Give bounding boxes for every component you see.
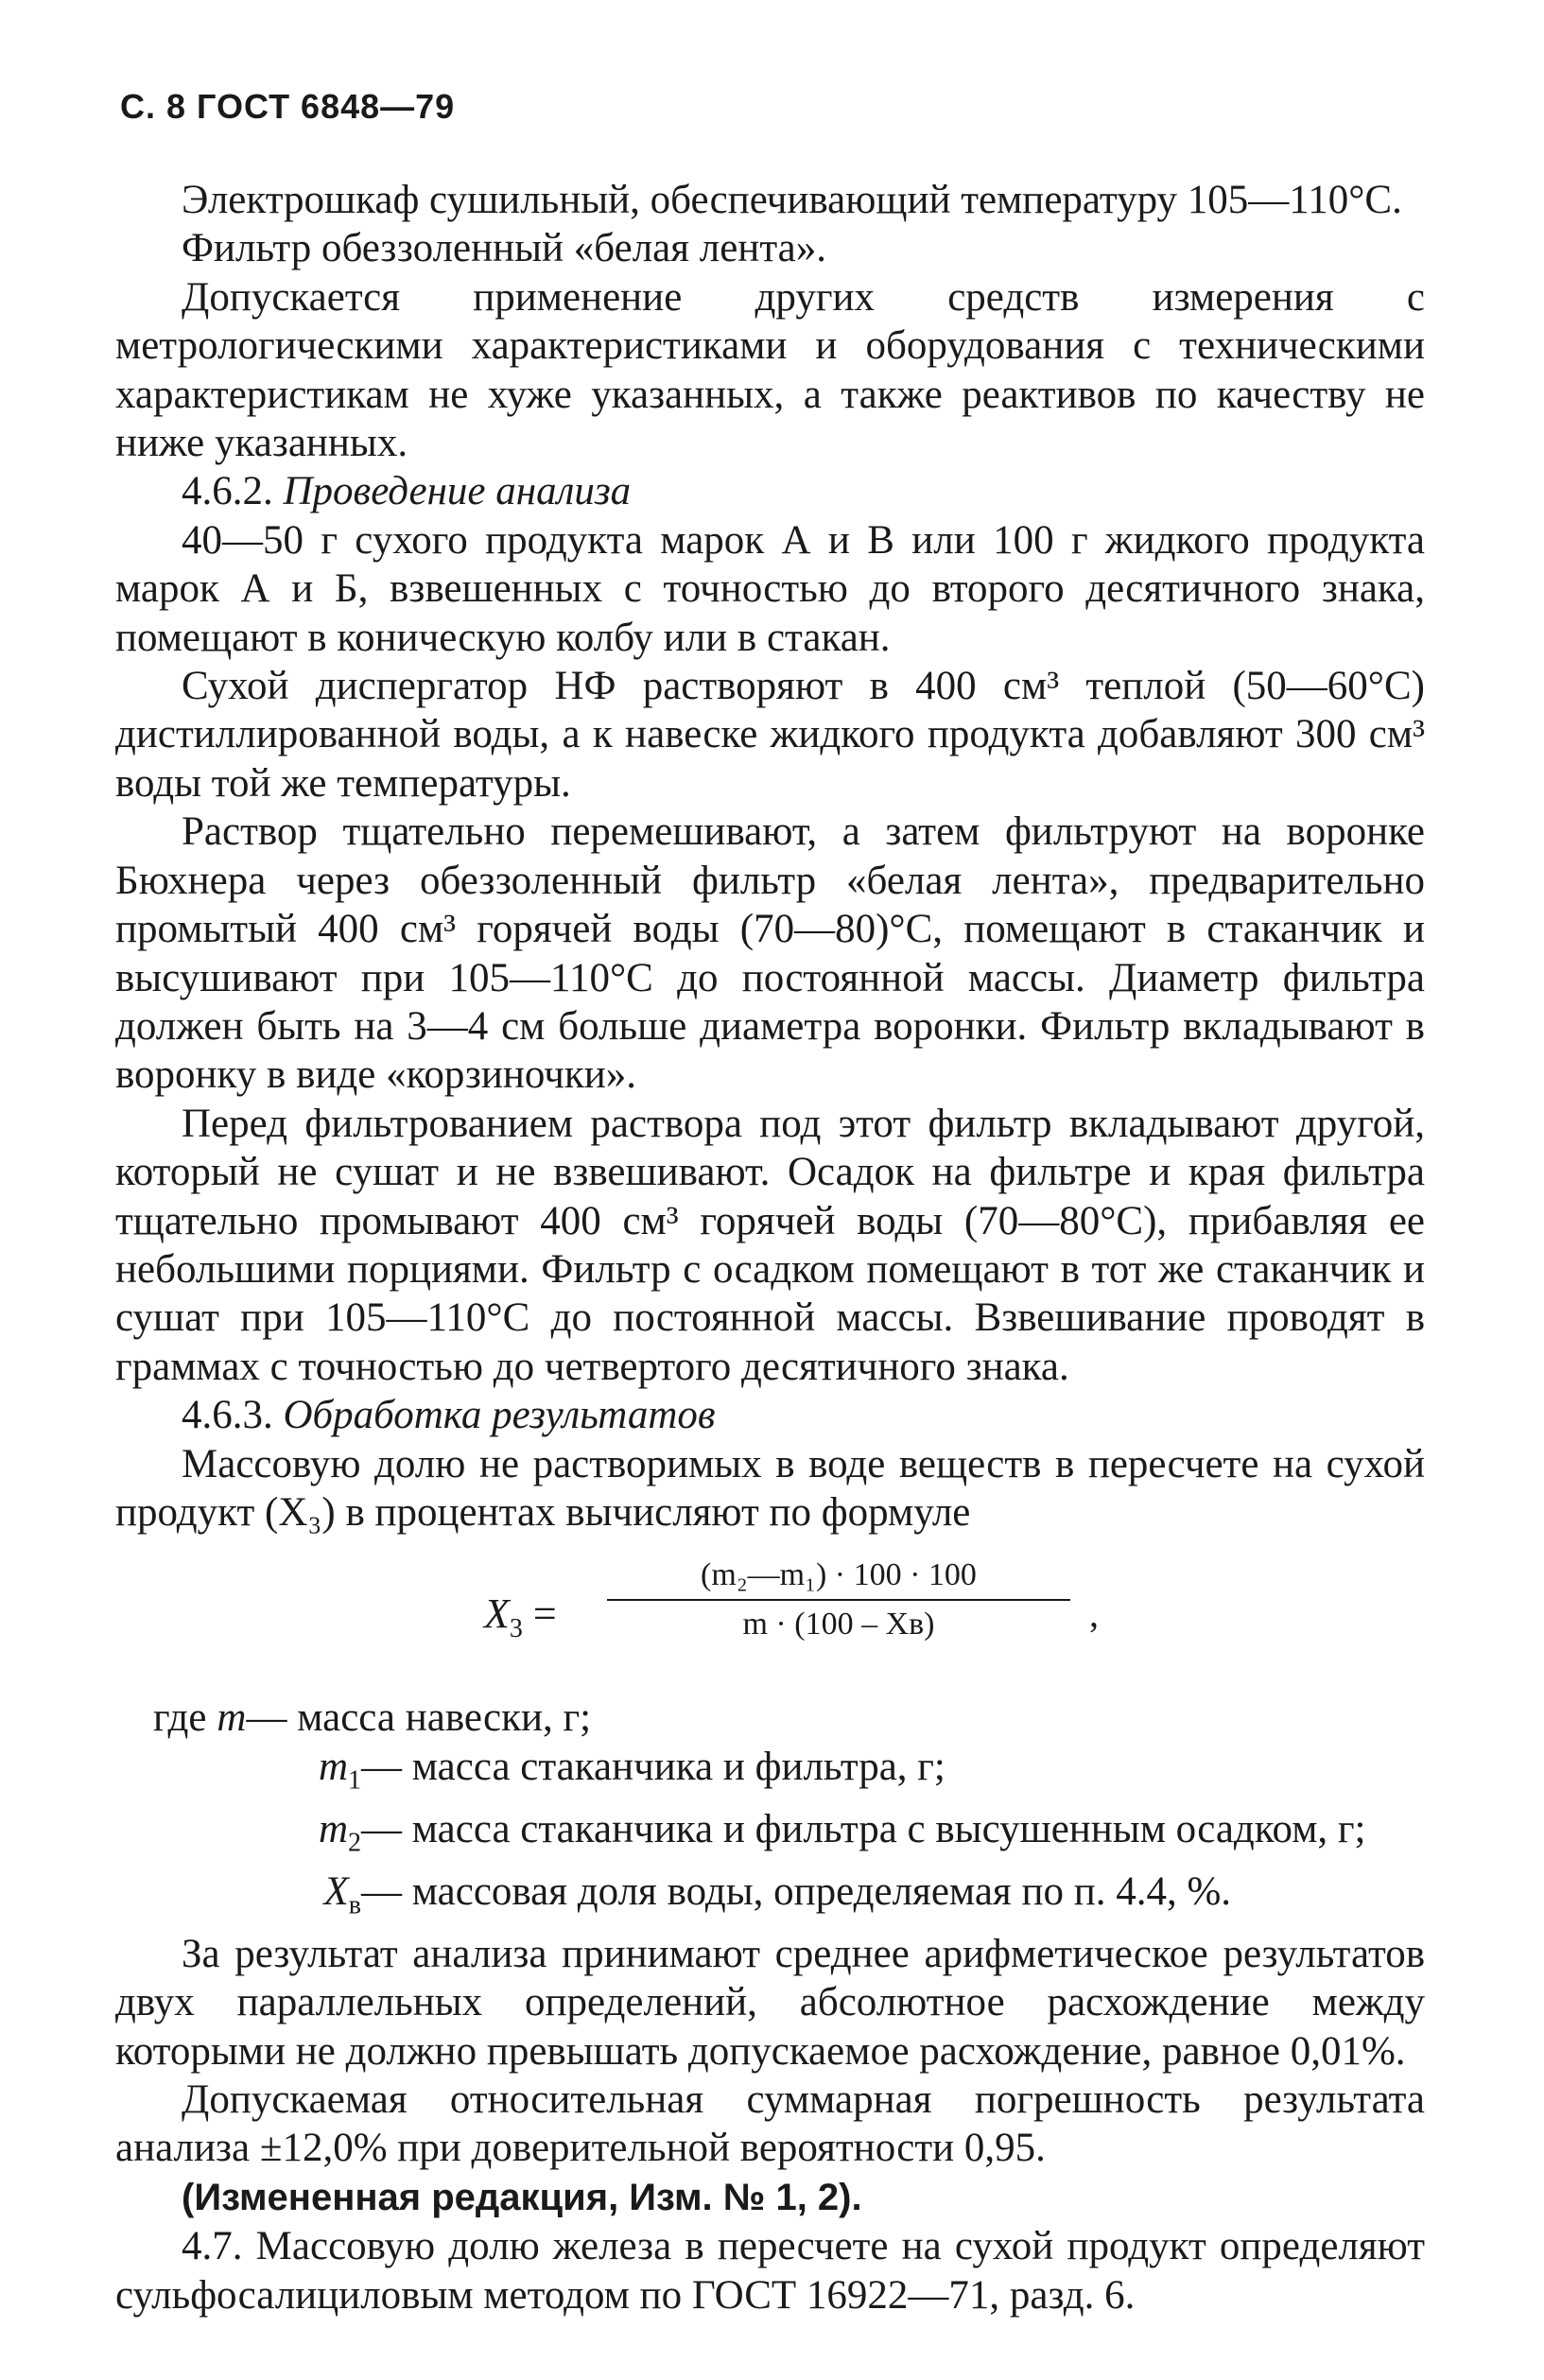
paragraph-sample-weighing: 40—50 г сухого продукта марок А и В или 100 г жидкого продукта марок А и Б, взвешенных с точностью до второго десятичного знака, помещают в коническую колбу или в стакан. bbox=[115, 517, 1425, 660]
paragraph-dispersant: Сухой диспергатор НФ растворяют в 400 см³ теплой (50—60°С) дистиллированной воды, а к навеске жидкого продукта добавляют 300 см³ воды той же температуры. bbox=[115, 664, 1425, 806]
paragraph-drying: Перед фильтрованием раствора под этот фильтр вкладывают другой, который не сушат и не взвешивают. Осадок на фильтре и края фильтра тщательно промывают 400 см³ горячей воды (70—80°С), прибавляя ее небольшими порциями. Фильтр с осадком помещают в тот же стаканчик и сушат при 105—110°С до постоянной массы. Взвешивание проводят в граммах с точностью до четвертого десятичного знака. bbox=[115, 1101, 1425, 1389]
section-heading-4-6-2 bbox=[115, 467, 1425, 515]
formula-fraction bbox=[607, 1554, 1070, 1646]
section-number: 4.6.3. bbox=[182, 1393, 273, 1438]
paragraph-equipment-oven: Электрошкаф сушильный, обеспечивающий температуру 105—110°С. bbox=[182, 178, 1402, 222]
paragraph-equipment-filter: Фильтр обеззоленный «белая лента». bbox=[182, 226, 826, 271]
formula-x3 bbox=[115, 1542, 1425, 1694]
formula-numerator: (m₂—m₁) · 100 · 100 bbox=[701, 1557, 977, 1593]
legend-line-m1: $m_1$ — масса стаканчика и фильтра, г; bbox=[318, 1744, 945, 1796]
amendment-note: (Измененная редакция, Изм. № 1, 2). bbox=[182, 2176, 862, 2218]
section-number: 4.6.2. bbox=[182, 469, 273, 514]
paragraph-substitution-note: Допускается применение других средств измерения с метрологическими характеристиками и оборудования с техническими характеристикам не хуже указанных, а также реактивов по качеству не ниже указанных. bbox=[115, 274, 1425, 466]
formula-denominator: m · (100 – Xв) bbox=[607, 1599, 1070, 1646]
legend-line-m: где m — масса навески, г; bbox=[153, 1695, 592, 1741]
section-title: Обработка результатов bbox=[283, 1393, 716, 1438]
paragraph-result-rule: За результат анализа принимают среднее арифметическое результатов двух параллельных определений, абсолютное расхождение между которыми не должно превышать допускаемое расхождение, равное 0,01%. bbox=[115, 1931, 1425, 2074]
formula-trailing-comma: , bbox=[1089, 1592, 1099, 1636]
paragraph-formula-intro: Массовую долю не растворимых в воде веществ в пересчете на сухой продукт (X₃) в процентах вычисляют по формуле bbox=[115, 1441, 1425, 1535]
legend-line-xv: $X_в$ — массовая доля воды, определяемая по п. 4.4, %. bbox=[323, 1868, 1232, 1920]
page-header: С. 8 ГОСТ 6848—79 bbox=[120, 87, 456, 126]
document-body bbox=[115, 176, 1425, 2319]
formula-legend bbox=[115, 1694, 1425, 1929]
paragraph-4-7: 4.7. Массовую долю железа в пересчете на сухой продукт определяют сульфосалициловым методом по ГОСТ 16922—71, разд. 6. bbox=[115, 2224, 1425, 2318]
legend-line-m2: $m_2$ — масса стаканчика и фильтра с высушенным осадком, г; bbox=[318, 1806, 1366, 1858]
section-title: Проведение анализа bbox=[283, 469, 632, 514]
formula-lhs: $X_3$ = bbox=[484, 1590, 557, 1644]
section-heading-4-6-3 bbox=[115, 1391, 1425, 1439]
paragraph-filtration: Раствор тщательно перемешивают, а затем фильтруют на воронке Бюхнера через обеззоленный фильтр «белая лента», предварительно промытый 400 см³ горячей воды (70—80)°С, помещают в стаканчик и высушивают при 105—110°С до постоянной массы. Диаметр фильтра должен быть на 3—4 см больше диаметра воронки. Фильтр вкладывают в воронку в виде «корзиночки». bbox=[115, 809, 1425, 1098]
paragraph-error: Допускаемая относительная суммарная погрешность результата анализа ±12,0% при доверительной вероятности 0,95. bbox=[115, 2077, 1425, 2171]
